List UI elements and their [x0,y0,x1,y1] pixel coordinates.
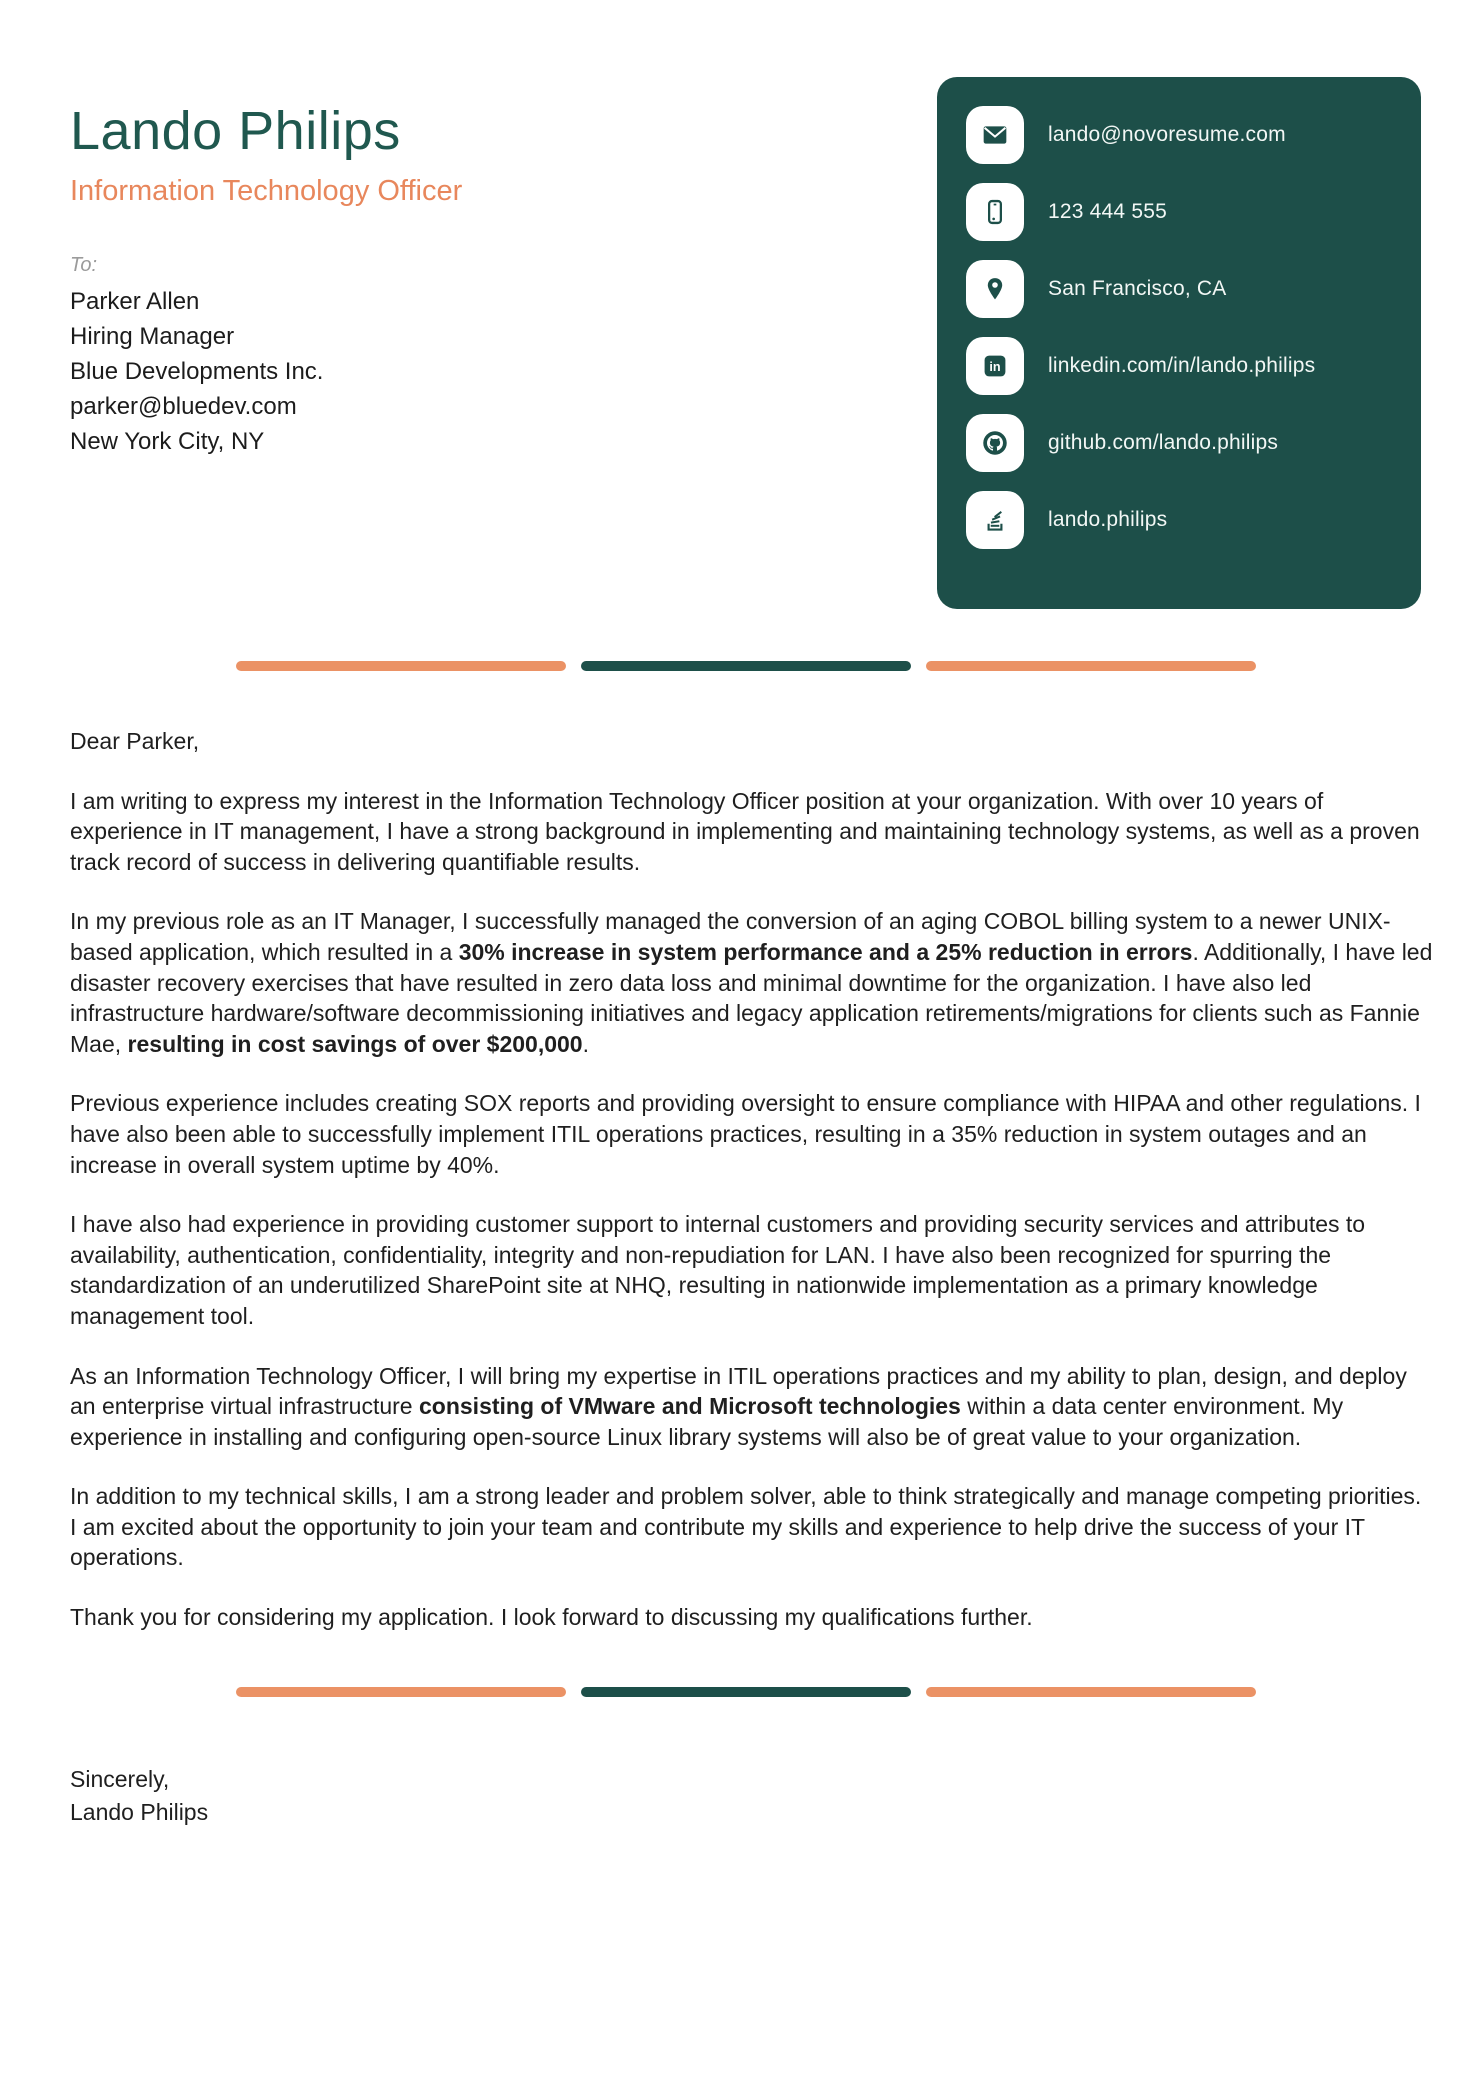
body-paragraph [70,1088,1433,1180]
header [70,102,462,459]
text-run: I have also had experience in providing customer support to internal customers and providing security services and attributes to availability, authentication, confidentiality, integrity and non-repudiation for LAN. I have also been recognized for spurring the standardization of an underutilized SharePoint site at NHQ, resulting in nationwide implementation as a primary knowledge management tool. [70,1211,1366,1329]
contact-card [937,77,1421,609]
divider-segment-teal [581,661,911,671]
contact-row-email [966,106,1421,164]
divider-segment-orange-left [236,1687,566,1697]
contact-row-github [966,414,1421,472]
bold-text-run: 30% increase in system performance and a 25% reduction in errors [458,938,1193,965]
divider-segment-orange-right [926,1687,1256,1697]
to-label: To: [70,254,98,276]
body-paragraph [70,906,1433,1059]
recipient-name: Parker Allen [70,288,200,315]
contact-github: github.com/lando.philips [1048,431,1279,454]
recipient-city: New York City, NY [70,428,265,455]
body-paragraph [70,1361,1433,1453]
body-paragraph [70,1209,1433,1331]
stackoverflow-icon [966,491,1024,549]
recipient-company: Blue Developments Inc. [70,358,324,385]
bold-text-run: consisting of VMware and Microsoft technologies [419,1393,961,1420]
linkedin-icon [966,337,1024,395]
contact-linkedin: linkedin.com/in/lando.philips [1048,354,1316,377]
contact-email: lando@novoresume.com [1048,123,1286,146]
contact-row-linkedin [966,337,1421,395]
contact-row-location [966,260,1421,318]
divider-segment-orange-left [236,661,566,671]
divider-bottom [8,1687,1484,1697]
divider-segment-orange-right [926,661,1256,671]
recipient-role: Hiring Manager [70,323,235,350]
divider-top [8,661,1484,671]
contact-row-phone [966,183,1421,241]
closing-salutation: Sincerely, [70,1766,170,1792]
signature-block [70,1763,208,1829]
body-paragraph [70,786,1433,878]
text-run: I am writing to express my interest in the Information Technology Officer position at your organization. With over 10 years of experience in IT management, I have a strong background in implementing and maintaining technology systems, as well as a proven track record of success in delivering quantifiable results. [70,787,1420,875]
page-title: Lando Philips [70,101,401,161]
text-run: In addition to my technical skills, I am a strong leader and problem solver, able to think strategically and manage competing priorities. I am excited about the opportunity to join your team and contribute my skills and experience to help drive the success of your IT operations. [70,1483,1422,1571]
contact-stackoverflow: lando.philips [1048,508,1168,531]
text-run: . [582,1030,589,1057]
text-run: Previous experience includes creating SOX reports and providing oversight to ensure compliance with HIPAA and other regulations. I have also been able to successfully implement ITIL operations practices, resulting in a 35% reduction in system outages and an increase in overall system uptime by 40%. [70,1090,1421,1178]
recipient-block [70,284,462,459]
salutation: Dear Parker, [70,728,200,754]
bold-text-run: resulting in cost savings of over $200,000 [127,1030,583,1057]
svg-text:in: in [989,360,1001,375]
job-title: Information Technology Officer [70,175,463,207]
text-run: Thank you for considering my application. I look forward to discussing my qualifications further. [70,1604,1033,1631]
contact-location: San Francisco, CA [1048,277,1227,300]
contact-row-stackoverflow [966,491,1421,549]
email-icon [966,106,1024,164]
recipient-email: parker@bluedev.com [70,393,297,420]
phone-icon [966,183,1024,241]
text-run: As an Information Technology Officer, I will bring my expertise in ITIL operations practices and my ability to plan, design, and deploy an enterprise virtual infrastructure [70,1362,1407,1420]
body-paragraph [70,1481,1433,1573]
signature-name: Lando Philips [70,1799,209,1825]
github-icon [966,414,1024,472]
text-run: within a data center environment. My experience in installing and configuring open-source Linux library systems will also be of great value to your organization. [70,1393,1344,1450]
contact-phone: 123 444 555 [1048,200,1167,223]
letter-body [70,726,1433,1662]
text-run: In my previous role as an IT Manager, I successfully managed the conversion of an aging COBOL billing system to a newer UNIX-based application, which resulted in a [70,908,1391,965]
divider-segment-teal [581,1687,911,1697]
location-icon [966,260,1024,318]
body-paragraph [70,1602,1433,1633]
text-run: . Additionally, I have led disaster recovery exercises that have resulted in zero data loss and minimal downtime for the organization. I have also led infrastructure hardware/software decommissioning initiatives and legacy application retirements/migrations for clients such as Fannie Mae, [70,938,1433,1057]
